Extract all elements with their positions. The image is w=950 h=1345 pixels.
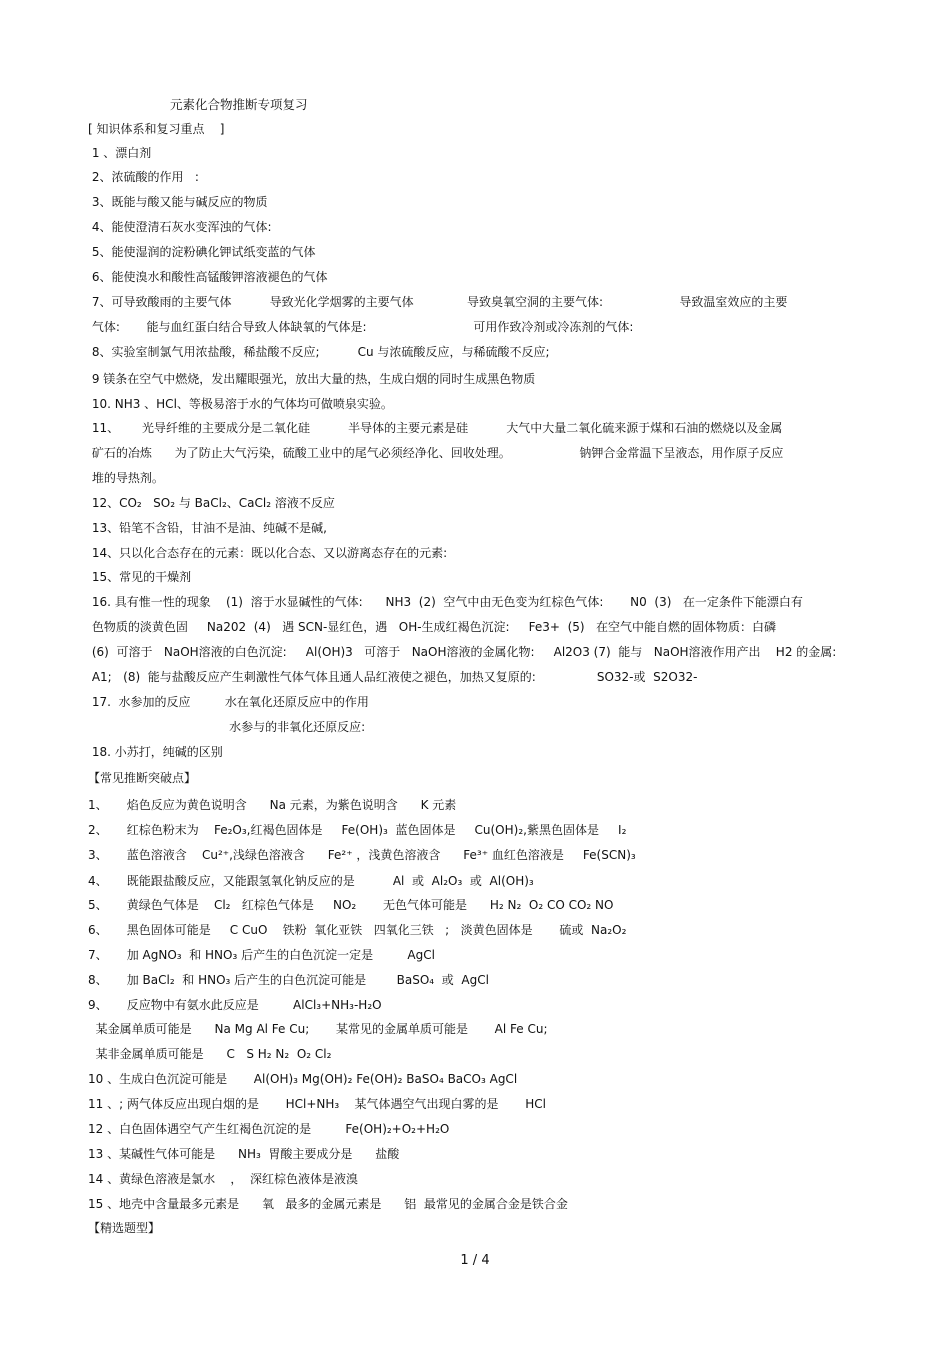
page-number: 1 / 4 <box>460 1253 490 1268</box>
list-item: 色物质的淡黄色固 Na202 (4) 遇 SCN-显红色，遇 OH-生成红褐色沉淀: Fe3+ (5) 在空气中能自燃的固体物质：白磷 <box>88 620 777 634</box>
breakthrough-item: 2、 红棕色粉末为 Fe₂O₃,红褐色固体是 Fe(OH)₃ 蓝色固体是 Cu(OH)₂,紫黑色固体是 I₂ <box>88 823 627 837</box>
document-title: 元素化合物推断专项复习 <box>170 97 308 112</box>
list-item: 4、能使澄清石灰水变浑浊的气体: <box>88 220 272 234</box>
section-heading-breakthroughs: 【常见推断突破点】 <box>88 771 197 785</box>
breakthrough-item: 7、 加 AgNO₃ 和 HNO₃ 后产生的白色沉淀一定是 AgCl <box>88 948 435 962</box>
breakthrough-item: 4、 既能跟盐酸反应，又能跟氢氧化钠反应的是 Al 或 Al₂O₃ 或 Al(OH)₃ <box>88 874 534 888</box>
breakthrough-item: 10 、生成白色沉淀可能是 Al(OH)₃ Mg(OH)₂ Fe(OH)₂ BaSO₄ BaCO₃ AgCl <box>88 1072 518 1086</box>
list-item: 矿石的冶炼 为了防止大气污染，硫酸工业中的尾气必须经净化、回收处理。 钠钾合金常温下呈液态，用作原子反应 <box>88 446 784 460</box>
list-item: A1; (8) 能与盐酸反应产生刺激性气体气体且通人品红液使之褪色，加热又复原的: SO32-或 S2O32- <box>88 670 698 684</box>
list-item: 16. 具有惟一性的现象 (1) 溶于水显碱性的气体: NH3 (2) 空气中由无色变为红棕色气体: N0 (3) 在一定条件下能漂白有 <box>88 595 803 609</box>
breakthrough-item: 3、 蓝色溶液含 Cu²⁺,浅绿色溶液含 Fe²⁺ ，浅黄色溶液含 Fe³⁺ 血红色溶液是 Fe(SCN)₃ <box>88 848 636 862</box>
breakthrough-item: 11 、; 两气体反应出现白烟的是 HCl+NH₃ 某气体遇空气出现白雾的是 HCl <box>88 1097 546 1111</box>
list-item: 1 、漂白剂 <box>88 146 152 160</box>
list-item: 5、能使湿润的淀粉碘化钾试纸变蓝的气体 <box>88 245 316 259</box>
list-item: 17. 水参加的反应 水在氧化还原反应中的作用 <box>88 695 369 709</box>
breakthrough-item: 12 、白色固体遇空气产生红褐色沉淀的是 Fe(OH)₂+O₂+H₂O <box>88 1122 450 1136</box>
list-item: 2、浓硫酸的作用 : <box>88 170 199 184</box>
breakthrough-item: 8、 加 BaCl₂ 和 HNO₃ 后产生的白色沉淀可能是 BaSO₄ 或 AgCl <box>88 973 489 987</box>
list-item: 水参与的非氧化还原反应: <box>88 720 366 734</box>
breakthrough-item: 9、 反应物中有氨水此反应是 AlCl₃+NH₃-H₂O <box>88 998 382 1012</box>
list-item: 13、铅笔不含铅，甘油不是油、纯碱不是碱, <box>88 521 327 535</box>
breakthrough-item: 5、 黄绿色气体是 Cl₂ 红棕色气体是 NO₂ 无色气体可能是 H₂ N₂ O₂ CO CO₂ NO <box>88 898 614 912</box>
section-heading-knowledge: [ 知识体系和复习重点 ] <box>88 122 225 136</box>
breakthrough-item: 13 、某碱性气体可能是 NH₃ 胃酸主要成分是 盐酸 <box>88 1147 400 1161</box>
list-item: 6、能使溴水和酸性高锰酸钾溶液褪色的气体 <box>88 270 328 284</box>
list-item: 15、常见的干燥剂 <box>88 570 192 584</box>
list-item: (6) 可溶于 NaOH溶液的白色沉淀: Al(OH)3 可溶于 NaOH溶液的金属化物: Al2O3 (7) 能与 NaOH溶液作用产出 H2 的金属: <box>88 645 837 659</box>
list-item: 14、只以化合态存在的元素：既以化合态、又以游离态存在的元素: <box>88 546 448 560</box>
list-item: 9 镁条在空气中燃烧，发出耀眼强光，放出大量的热，生成白烟的同时生成黑色物质 <box>88 372 536 386</box>
list-item: 气体: 能与血红蛋白结合导致人体缺氧的气体是: 可用作致冷剂或冷冻剂的气体: <box>88 320 634 334</box>
breakthrough-item: 6、 黑色固体可能是 C CuO 铁粉 氧化亚铁 四氧化三铁 ; 淡黄色固体是 硫或 Na₂O₂ <box>88 923 627 937</box>
list-item: 12、CO₂ SO₂ 与 BaCl₂、CaCl₂ 溶液不反应 <box>88 496 335 510</box>
list-item: 18. 小苏打，纯碱的区别 <box>88 745 223 759</box>
breakthrough-item: 14 、黄绿色溶液是氯水 ， 深红棕色液体是液溴 <box>88 1172 358 1186</box>
list-item: 11、 光导纤维的主要成分是二氧化硅 半导体的主要元素是硅 大气中大量二氧化硫来源于煤和石油的燃烧以及金属 <box>88 421 783 435</box>
breakthrough-item: 1、 焰色反应为黄色说明含 Na 元素，为紫色说明含 K 元素 <box>88 798 457 812</box>
breakthrough-item: 15 、地壳中含量最多元素是 氧 最多的金属元素是 铝 最常见的金属合金是铁合金 <box>88 1197 568 1211</box>
list-item: 8、实验室制氯气用浓盐酸，稀盐酸不反应; Cu 与浓硫酸反应，与稀硫酸不反应; <box>88 345 550 359</box>
section-heading-selected-questions: 【精选题型】 <box>88 1221 161 1235</box>
list-item: 10. NH3 、HCl、等极易溶于水的气体均可做喷泉实验。 <box>88 397 393 411</box>
breakthrough-item: 某非金属单质可能是 C S H₂ N₂ O₂ Cl₂ <box>88 1047 332 1061</box>
list-item: 3、既能与酸又能与碱反应的物质 <box>88 195 268 209</box>
breakthrough-item: 某金属单质可能是 Na Mg Al Fe Cu; 某常见的金属单质可能是 Al Fe Cu; <box>88 1022 548 1036</box>
list-item: 堆的导热剂。 <box>88 471 164 485</box>
list-item: 7、可导致酸雨的主要气体 导致光化学烟雾的主要气体 导致臭氧空洞的主要气体: 导致温室效应的主要 <box>88 295 788 309</box>
